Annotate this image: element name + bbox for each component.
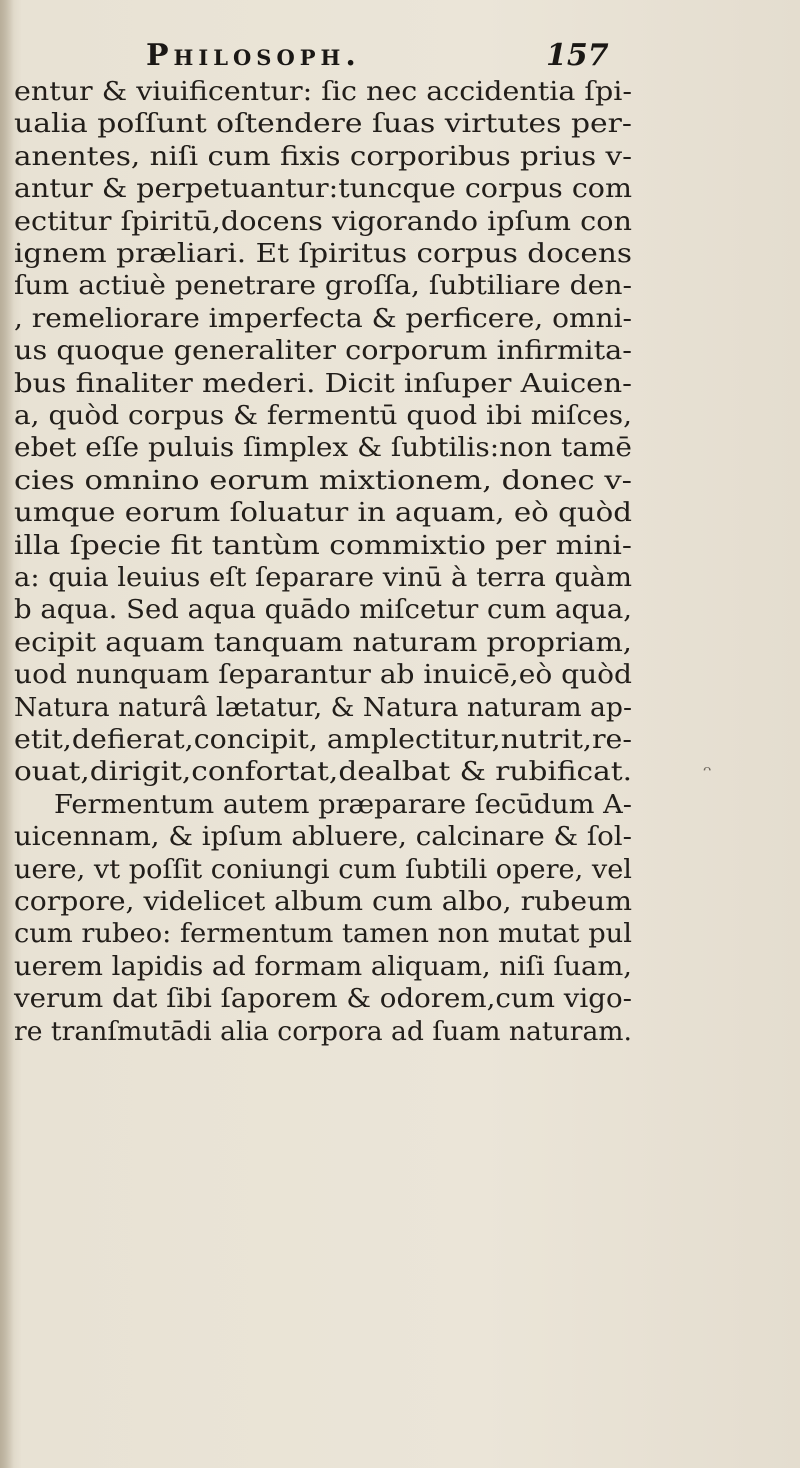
text-line bbox=[0, 692, 640, 725]
page-header bbox=[0, 36, 800, 80]
text-line-content: etit,defierat,concipit, amplectitur,nutrit,re- bbox=[14, 725, 632, 755]
text-line bbox=[0, 335, 640, 368]
page-number: 157 bbox=[546, 38, 609, 73]
text-line-content: ſum actiuè penetrare groſſa, ſubtiliare den- bbox=[14, 271, 632, 302]
text-line bbox=[0, 368, 640, 401]
text-line-content: a: quia leuius eſt ſeparare vinū à terra quàm bbox=[14, 563, 633, 593]
text-line-content: b aqua. Sed aqua quādo miſcetur cum aqua, bbox=[14, 595, 633, 626]
text-line-content: us quoque generaliter corporum infirmita- bbox=[14, 336, 632, 367]
text-line bbox=[0, 303, 640, 336]
text-line bbox=[0, 756, 640, 789]
text-line bbox=[0, 76, 640, 109]
text-line bbox=[0, 173, 640, 206]
text-line bbox=[0, 886, 640, 919]
text-line bbox=[0, 562, 640, 595]
text-line-content: cum rubeo: fermentum tamen non mutat pul bbox=[14, 919, 632, 950]
text-line-content: anentes, niſi cum fixis corporibus prius v- bbox=[14, 141, 633, 172]
text-line bbox=[0, 821, 640, 854]
text-line-content: illa ſpecie fit tantùm commixtio per mini- bbox=[14, 530, 632, 561]
text-line-content: cies omnino eorum mixtionem, donec v- bbox=[14, 465, 632, 496]
text-line bbox=[0, 400, 640, 433]
text-line-content: antur & perpetuantur:tuncque corpus com bbox=[14, 174, 632, 205]
text-line-content: a, quòd corpus & fermentū quod ibi miſces, bbox=[14, 401, 633, 431]
text-line-content: ecipit aquam tanquam naturam propriam, bbox=[14, 627, 633, 658]
text-line bbox=[0, 627, 640, 660]
text-line-content: uerem lapidis ad formam aliquam, niſi ſuam, bbox=[14, 951, 632, 982]
text-line bbox=[0, 238, 640, 271]
text-line-content: ebet eſſe puluis ſimplex & ſubtilis:non tamē bbox=[14, 433, 632, 464]
text-line-content: , remeliorare imperfecta & perficere, omni- bbox=[14, 303, 633, 334]
text-line bbox=[0, 724, 640, 757]
text-line bbox=[0, 1016, 640, 1049]
running-head: Philosoph. bbox=[146, 38, 361, 73]
text-line-content: Fermentum autem præparare ſecūdum A- bbox=[54, 789, 632, 820]
text-line bbox=[0, 530, 640, 563]
text-line bbox=[0, 594, 640, 627]
text-line bbox=[0, 108, 640, 141]
text-line bbox=[0, 432, 640, 465]
text-line-content: uicennam, & ipſum abluere, calcinare & ſol- bbox=[14, 822, 632, 853]
text-line-content: uere, vt poſſit coniungi cum ſubtili opere, vel bbox=[14, 854, 632, 885]
text-line bbox=[0, 270, 640, 303]
text-line-content: re tranſmutādi alia corpora ad ſuam naturam. bbox=[14, 1016, 632, 1047]
text-line bbox=[0, 206, 640, 239]
text-line bbox=[0, 854, 640, 887]
text-line-content: Natura naturâ lætatur, & Natura naturam ap- bbox=[14, 692, 632, 723]
text-line-content: corpore, videlicet album cum albo, rubeum bbox=[14, 887, 633, 917]
text-line-content: ouat,dirigit,confortat,dealbat & rubificat. bbox=[14, 757, 633, 788]
text-line bbox=[0, 141, 640, 174]
text-line bbox=[0, 659, 640, 692]
text-line-content: entur & viuificentur: ſic nec accidentia ſpi- bbox=[14, 77, 633, 107]
text-line bbox=[0, 918, 640, 951]
text-line-content: ignem præliari. Et ſpiritus corpus docens bbox=[14, 239, 632, 269]
text-line bbox=[0, 789, 640, 822]
text-line bbox=[0, 497, 640, 530]
text-line bbox=[0, 465, 640, 498]
text-line-content: verum dat ſibi ſaporem & odorem,cum vigo- bbox=[14, 984, 632, 1015]
text-line-content: ectitur ſpiritū,docens vigorando ipſum con bbox=[14, 206, 633, 237]
text-line-content: umque eorum ſoluatur in aquam, eò quòd bbox=[14, 498, 633, 529]
text-line-content: ualia poſſunt oſtendere ſuas virtutes per- bbox=[14, 109, 632, 140]
text-line-content: uod nunquam ſeparantur ab inuicē,eò quòd bbox=[14, 660, 633, 691]
stray-ink-mark: ᵔ bbox=[703, 762, 712, 787]
text-line bbox=[0, 983, 640, 1016]
text-line-content: bus finaliter mederi. Dicit inſuper Auicen- bbox=[14, 368, 633, 399]
text-line bbox=[0, 951, 640, 984]
